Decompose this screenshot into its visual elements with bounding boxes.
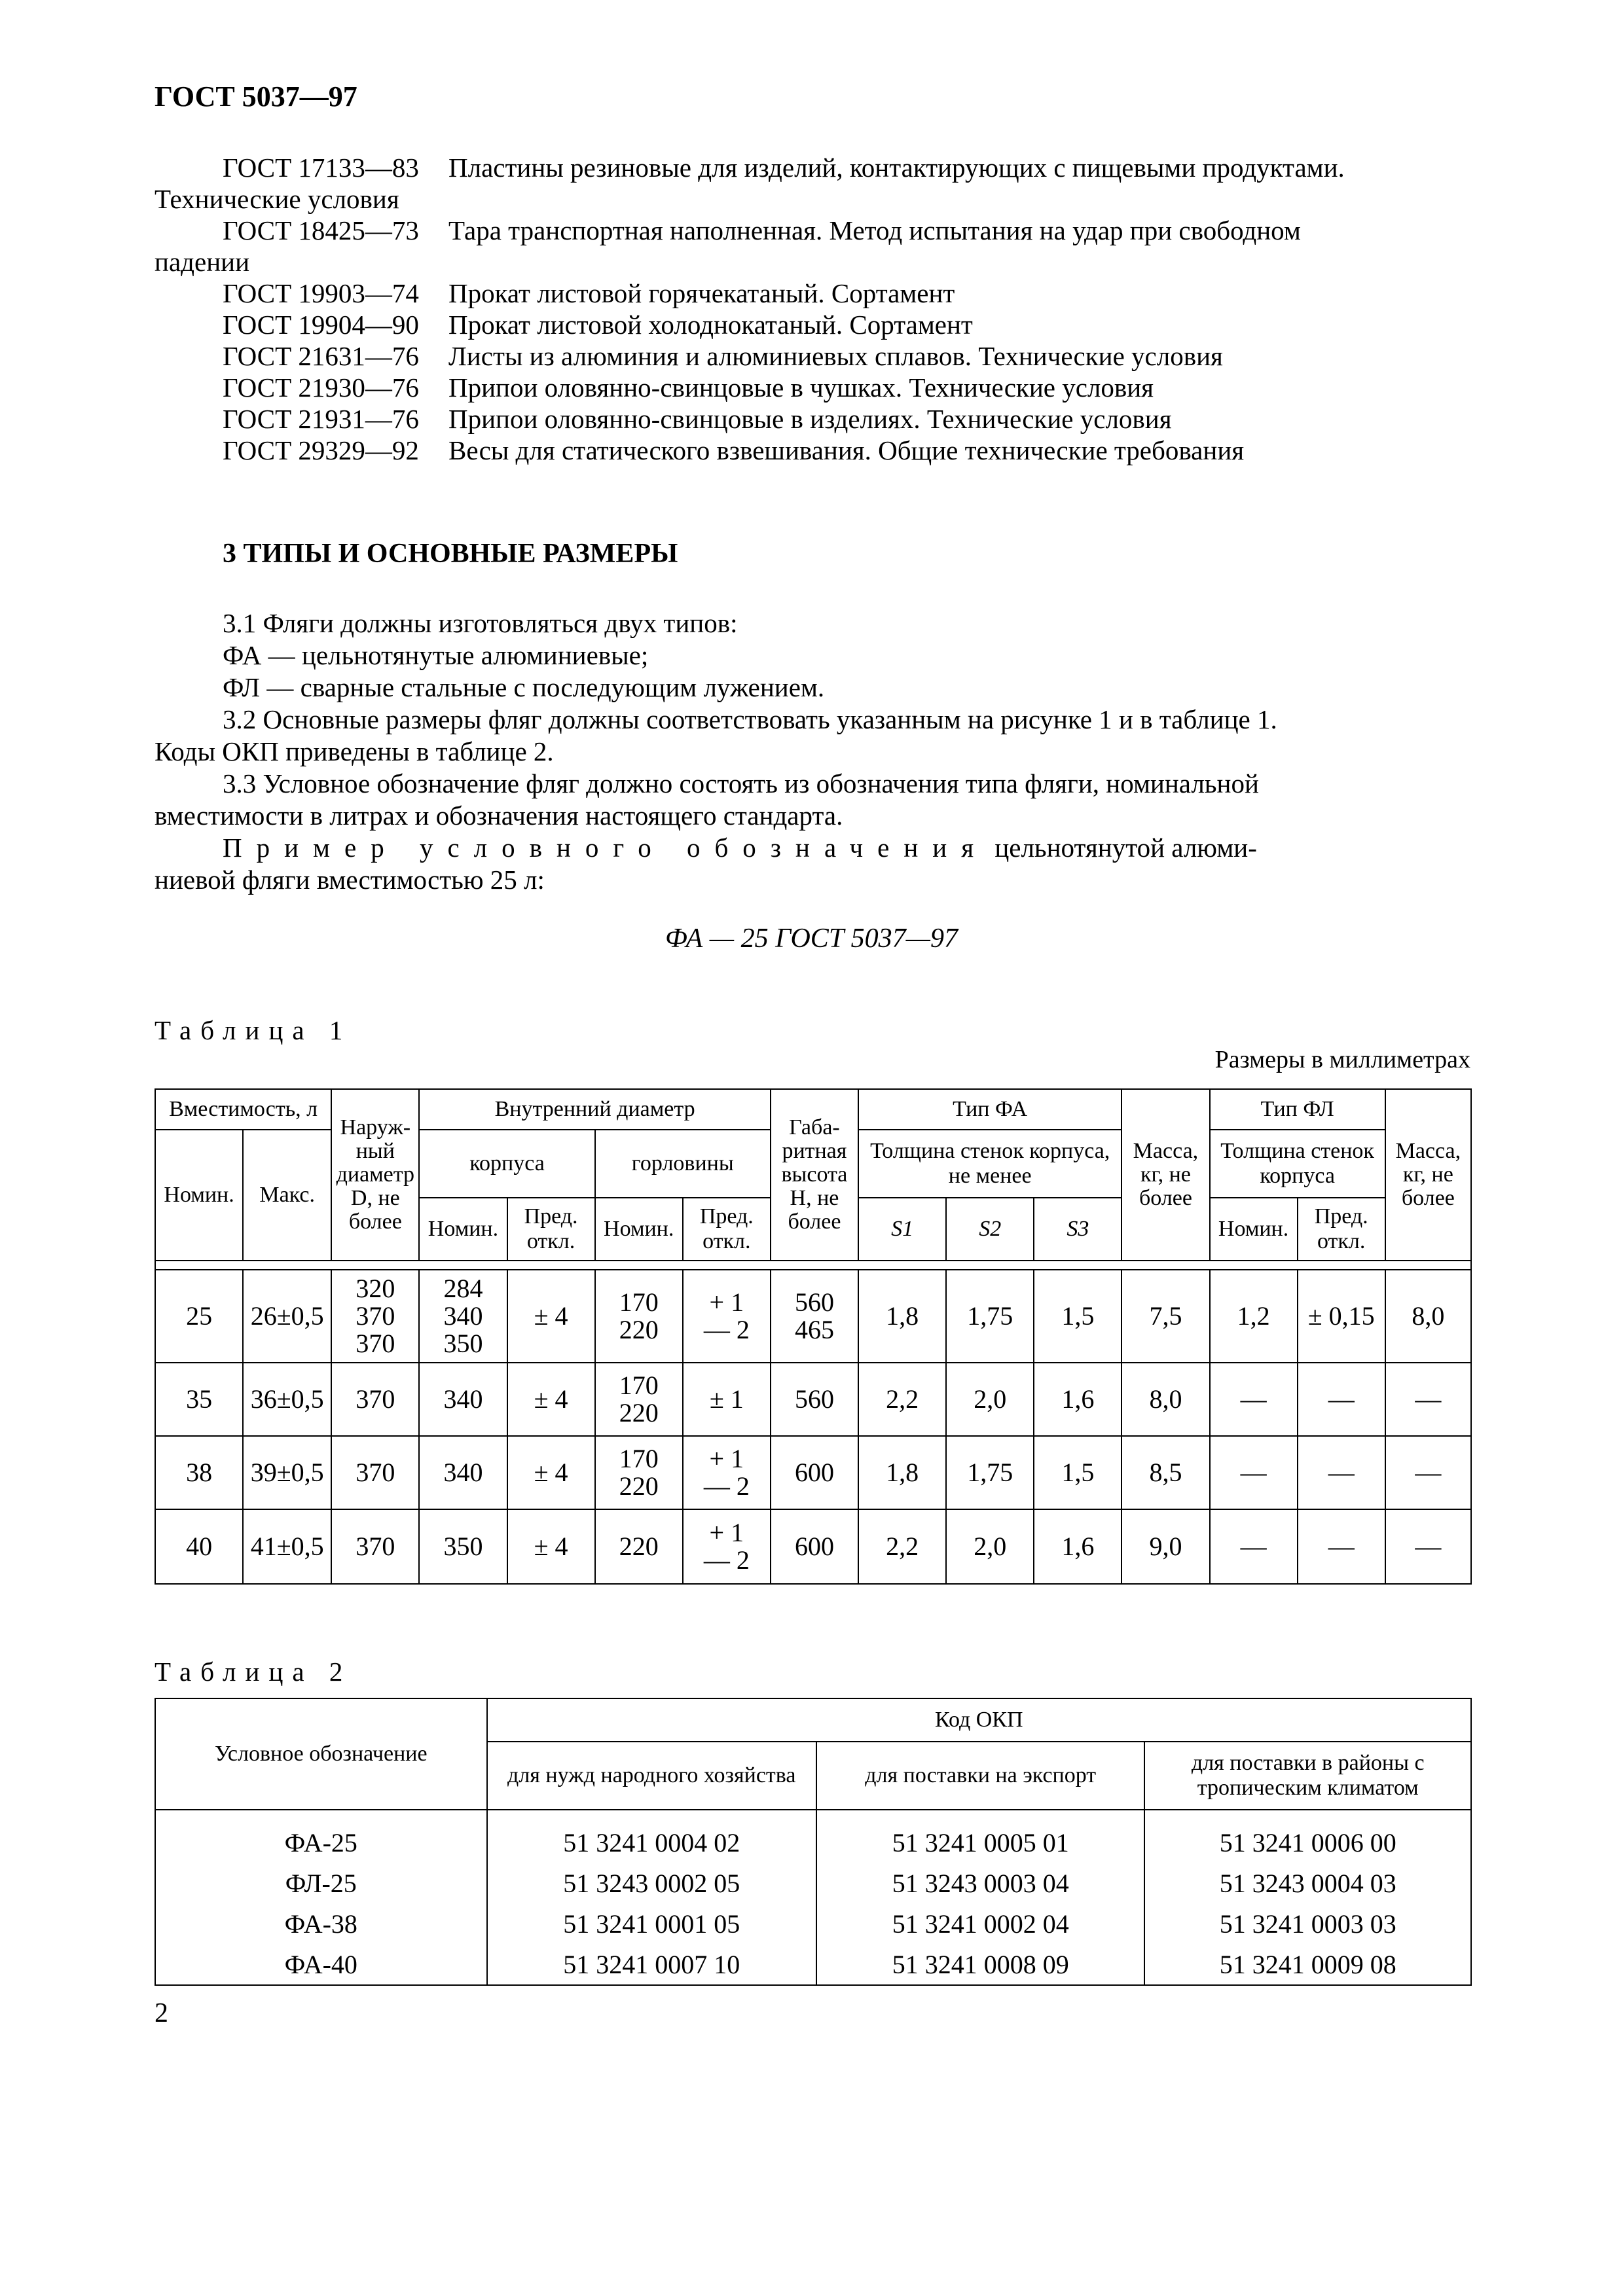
reference-item: ГОСТ 21631—76 Листы из алюминия и алюминиевых сплавов. Технические условия <box>223 341 1223 371</box>
section-body <box>155 607 1470 896</box>
th-tropic: для поставки в районы с тропическим климатом <box>1144 1742 1471 1810</box>
th-fl-dev: Пред. откл. <box>1298 1198 1385 1261</box>
paragraph-3-2-cont: Коды ОКП приведены в таблице 2. <box>155 736 554 766</box>
table-row: ФЛ-25 51 3243 0002 05 51 3243 0003 04 51 3243 0004 03 <box>155 1863 1471 1903</box>
reference-item: ГОСТ 17133—83 Пластины резиновые для изделий, контактирующих с пищевыми продуктами. <box>223 152 1345 183</box>
th-inner-diameter: Внутренний диаметр <box>419 1089 771 1130</box>
example-intro: Пример условного обозначения цельнотянутой алюми- <box>223 833 1257 863</box>
table-row: ФА-25 51 3241 0004 02 51 3241 0005 01 51 3241 0006 00 <box>155 1822 1471 1863</box>
th-neck: горловины <box>595 1130 771 1198</box>
th-height: Габа-ритная высота Н, не более <box>771 1089 858 1261</box>
th-neck-dev: Пред. откл. <box>683 1198 771 1261</box>
table-row: 35 36±0,5 370 340 ± 4 170 220 ± 1 560 2,2 2,0 1,6 8,0 — — — <box>155 1363 1471 1436</box>
table2 <box>155 1698 1472 1986</box>
paragraph-3-2: 3.2 Основные размеры фляг должны соответствовать указанным на рисунке 1 и в таблице 1. <box>223 704 1277 734</box>
table-row: ФА-38 51 3241 0001 05 51 3241 0002 04 51 3241 0003 03 <box>155 1903 1471 1944</box>
reference-item: ГОСТ 21930—76 Припои оловянно-свинцовые в чушках. Технические условия <box>223 372 1154 403</box>
normative-references <box>155 152 1470 466</box>
paragraph-3-3-cont: вместимости в литрах и обозначения настоящего стандарта. <box>155 800 843 831</box>
th-s2: S2 <box>946 1198 1034 1261</box>
table-row: 25 26±0,5 320 370 370 284 340 350 ± 4 170 220 + 1 — 2 560 465 1,8 1,75 1,5 7,5 1,2 ± 0,15 8,0 <box>155 1270 1471 1363</box>
paragraph-3-3: 3.3 Условное обозначение фляг должно состоять из обозначения типа фляги, номинальной <box>223 768 1259 798</box>
th-type-fa: Тип ФА <box>858 1089 1122 1130</box>
page-header: ГОСТ 5037—97 <box>155 81 357 113</box>
th-capacity-nom: Номин. <box>155 1130 243 1261</box>
th-fl-wall: Толщина стенок корпуса <box>1210 1130 1385 1198</box>
reference-continuation: Технические условия <box>155 184 399 214</box>
reference-continuation: падении <box>155 247 250 277</box>
th-mass-fl: Масса, кг, не более <box>1385 1089 1471 1261</box>
type-fl-line: ФЛ — сварные стальные с последующим лужением. <box>223 672 825 702</box>
table1-caption: Таблица 1 <box>155 1015 352 1045</box>
reference-item: ГОСТ 19904—90 Прокат листовой холоднокатаный. Сортамент <box>223 310 973 340</box>
reference-item: ГОСТ 19903—74 Прокат листовой горячекатаный. Сортамент <box>223 278 955 308</box>
th-body-dev: Пред. откл. <box>507 1198 595 1261</box>
th-body: корпуса <box>419 1130 594 1198</box>
th-domestic: для нужд народного хозяйства <box>487 1742 816 1810</box>
th-body-nom: Номин. <box>419 1198 507 1261</box>
type-fa-line: ФА — цельнотянутые алюминиевые; <box>223 640 649 670</box>
th-neck-nom: Номин. <box>595 1198 683 1261</box>
table-row: 40 41±0,5 370 350 ± 4 220 + 1 — 2 600 2,2 2,0 1,6 9,0 — — — <box>155 1509 1471 1584</box>
page-number: 2 <box>155 1998 168 2028</box>
paragraph-3-1: 3.1 Фляги должны изготовляться двух типов: <box>223 608 738 638</box>
reference-item: ГОСТ 18425—73 Тара транспортная наполненная. Метод испытания на удар при свободном <box>223 215 1301 245</box>
table2-caption: Таблица 2 <box>155 1657 352 1687</box>
th-fl-nom: Номин. <box>1210 1198 1298 1261</box>
table-row: ФА-40 51 3241 0007 10 51 3241 0008 09 51 3241 0009 08 <box>155 1944 1471 1985</box>
table-row: 38 39±0,5 370 340 ± 4 170 220 + 1 — 2 600 1,8 1,75 1,5 8,5 — — — <box>155 1436 1471 1509</box>
reference-item: ГОСТ 21931—76 Припои оловянно-свинцовые в изделиях. Технические условия <box>223 404 1172 434</box>
th-outer-diameter: Наруж-ный диаметр D, не более <box>331 1089 419 1261</box>
table1-units: Размеры в миллиметрах <box>1214 1046 1470 1073</box>
th-mass-fa: Масса, кг, не более <box>1122 1089 1209 1261</box>
designation-example: ФА — 25 ГОСТ 5037—97 <box>665 924 958 954</box>
th-designation: Условное обозначение <box>155 1698 487 1810</box>
th-type-fl: Тип ФЛ <box>1210 1089 1385 1130</box>
example-intro-cont: ниевой фляги вместимостью 25 л: <box>155 865 545 895</box>
th-fa-wall: Толщина стенок корпуса, не менее <box>858 1130 1122 1198</box>
table1 <box>155 1088 1472 1585</box>
th-s1: S1 <box>858 1198 946 1261</box>
section-title: 3 ТИПЫ И ОСНОВНЫЕ РАЗМЕРЫ <box>223 539 678 569</box>
th-okp: Код ОКП <box>487 1698 1471 1742</box>
th-export: для поставки на экспорт <box>816 1742 1144 1810</box>
th-capacity: Вместимость, л <box>155 1089 331 1130</box>
th-s3: S3 <box>1034 1198 1122 1261</box>
reference-item: ГОСТ 29329—92 Весы для статического взвешивания. Общие технические требования <box>223 435 1245 465</box>
th-capacity-max: Макс. <box>243 1130 331 1261</box>
